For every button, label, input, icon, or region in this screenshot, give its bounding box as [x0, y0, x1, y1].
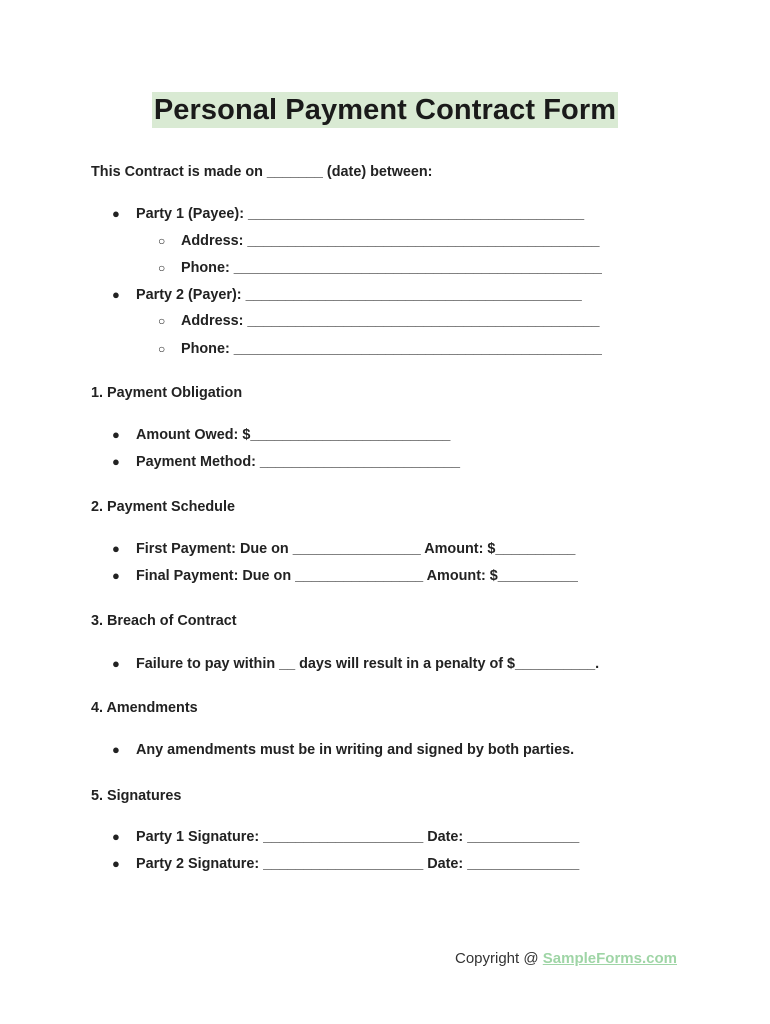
bullet-icon: ● — [112, 856, 120, 871]
sub-bullet-icon: ○ — [158, 342, 166, 356]
page-title: Personal Payment Contract Form — [153, 94, 617, 126]
failure-to-pay-line: Failure to pay within __ days will result in a penalty of $__________. — [136, 656, 600, 672]
section-heading-breach: 3. Breach of Contract — [91, 613, 237, 629]
party2-address-line: Address: ____________________________________________ — [181, 313, 600, 329]
title-container — [0, 92, 770, 128]
bullet-icon: ● — [112, 206, 120, 221]
copyright-prefix: Copyright @ — [455, 950, 543, 967]
bullet-icon: ● — [112, 427, 120, 442]
party2-signature-line: Party 2 Signature: ____________________ Date: ______________ — [136, 856, 580, 872]
bullet-icon: ● — [112, 541, 120, 556]
party2-phone-line: Phone: ______________________________________________ — [181, 341, 602, 357]
sub-bullet-icon: ○ — [158, 261, 166, 275]
sub-bullet-icon: ○ — [158, 234, 166, 248]
amount-owed-line: Amount Owed: $_________________________ — [136, 427, 451, 443]
copyright-footer — [455, 950, 677, 968]
bullet-icon: ● — [112, 454, 120, 469]
party1-address-line: Address: ____________________________________________ — [181, 233, 600, 249]
section-heading-amendments: 4. Amendments — [91, 700, 198, 716]
party1-phone-line: Phone: ______________________________________________ — [181, 260, 602, 276]
bullet-icon: ● — [112, 656, 120, 671]
party2-line: Party 2 (Payer): __________________________________________ — [136, 287, 582, 303]
party1-line: Party 1 (Payee): __________________________________________ — [136, 206, 585, 222]
final-payment-line: Final Payment: Due on ________________ Amount: $__________ — [136, 568, 578, 584]
bullet-icon: ● — [112, 568, 120, 583]
bullet-icon: ● — [112, 742, 120, 757]
section-heading-payment-schedule: 2. Payment Schedule — [91, 499, 235, 515]
party1-signature-line: Party 1 Signature: ____________________ Date: ______________ — [136, 829, 580, 845]
section-heading-payment-obligation: 1. Payment Obligation — [91, 385, 243, 401]
brand-link[interactable]: SampleForms.com — [542, 950, 677, 967]
first-payment-line: First Payment: Due on ________________ Amount: $__________ — [136, 541, 576, 557]
section-heading-signatures: 5. Signatures — [91, 788, 182, 804]
bullet-icon: ● — [112, 829, 120, 844]
bullet-icon: ● — [112, 287, 120, 302]
sub-bullet-icon: ○ — [158, 314, 166, 328]
amendments-line: Any amendments must be in writing and signed by both parties. — [136, 742, 575, 758]
payment-method-line: Payment Method: _________________________ — [136, 454, 461, 470]
intro-line: This Contract is made on _______ (date) between: — [91, 164, 433, 180]
